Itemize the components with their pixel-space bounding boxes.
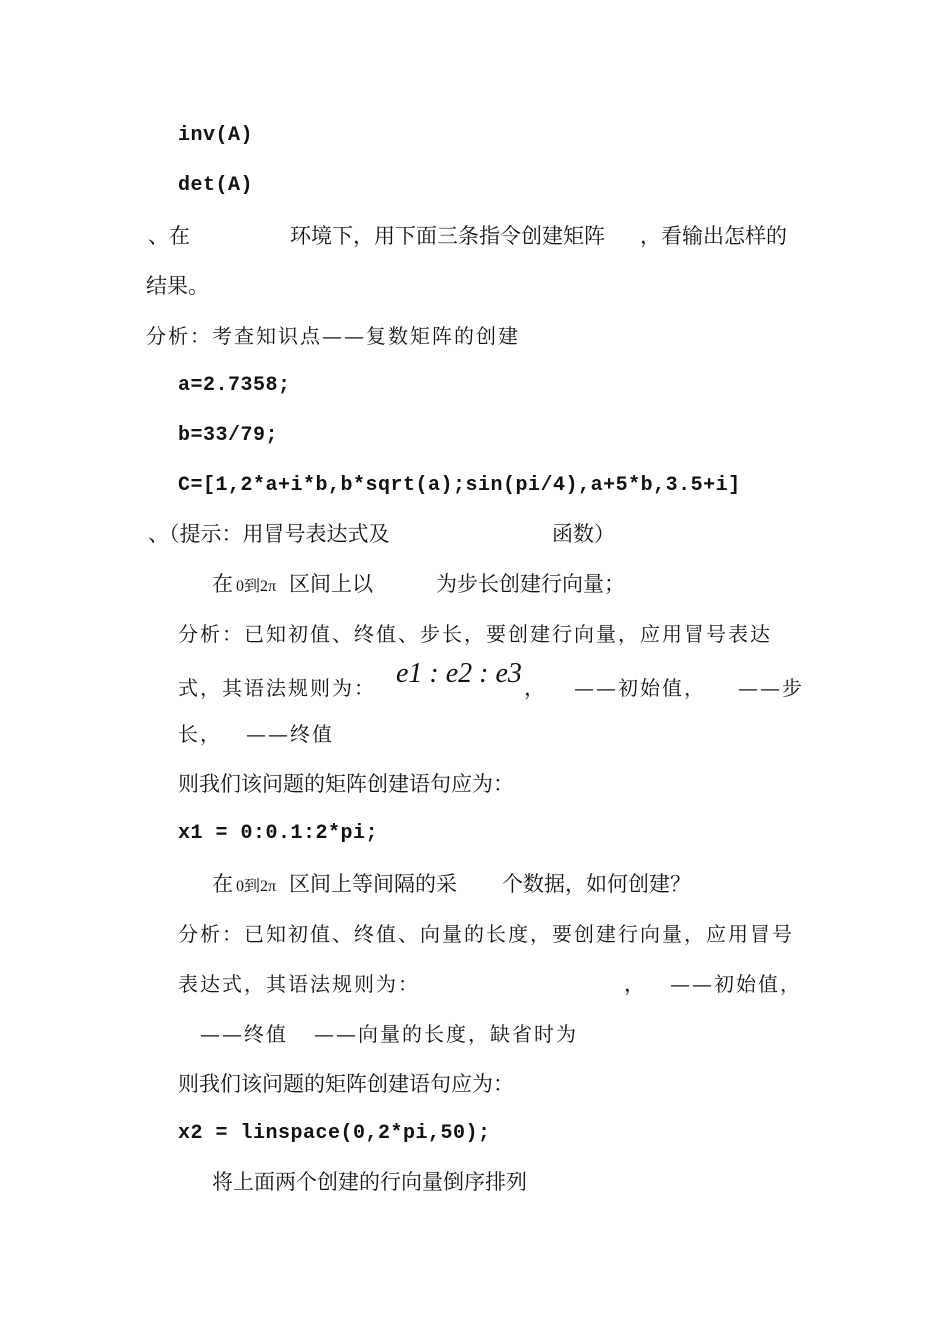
analysis-2-init: ——初始值， <box>574 676 706 700</box>
colon-expression-math: e1 : e2 : e3 <box>396 658 522 689</box>
analysis-2: 分析：已知初值、终值、步长，要创建行向量，应用冒号表达 <box>178 622 772 646</box>
sub-1-c: 区间上以 <box>289 572 373 596</box>
analysis-3-length: ——向量的长度，缺省时为 <box>314 1022 578 1046</box>
question-3-end: ，看输出怎样的 <box>640 224 787 248</box>
analysis-2-end: ——终值 <box>246 722 334 746</box>
code-b: b=33/79; <box>178 424 279 447</box>
sub-2-a: 在 <box>212 872 233 896</box>
code-inv: inv(A) <box>178 124 254 147</box>
sub-1-a: 在 <box>212 572 233 596</box>
question-4-start: 、（提示：用冒号表达式及 <box>148 522 390 546</box>
sub-2-c: 区间上等间隔的采 <box>289 872 457 896</box>
statement-2: 则我们该问题的矩阵创建语句应为： <box>178 1072 514 1096</box>
analysis-2-b: 式，其语法规则为： <box>178 676 376 700</box>
sub-2-d: 个数据，如何创建？ <box>502 872 691 896</box>
code-x2: x2 = linspace(0,2*pi,50); <box>178 1122 491 1145</box>
analysis-3-comma: ， <box>624 972 645 996</box>
question-3-mid: 环境下，用下面三条指令创建矩阵 <box>290 224 605 248</box>
analysis-2-step: ——步 <box>738 676 804 700</box>
analysis-1: 分析：考查知识点——复数矩阵的创建 <box>146 324 520 348</box>
analysis-2-comma: ， <box>524 676 545 700</box>
question-3-start: 、在 <box>148 224 190 248</box>
analysis-2-c: 长， <box>178 722 222 746</box>
statement-1: 则我们该问题的矩阵创建语句应为： <box>178 772 514 796</box>
question-3-tail: 结果。 <box>146 274 209 298</box>
sub-1-d: 为步长创建行向量； <box>436 572 625 596</box>
analysis-3-init: ——初始值， <box>670 972 802 996</box>
code-c: C=[1,2*a+i*b,b*sqrt(a);sin(pi/4),a+5*b,3.5+i] <box>178 474 741 497</box>
sub-3: 将上面两个创建的行向量倒序排列 <box>212 1170 527 1194</box>
question-4-end: 函数） <box>552 522 615 546</box>
code-x1: x1 = 0:0.1:2*pi; <box>178 822 379 845</box>
code-det: det(A) <box>178 174 254 197</box>
analysis-3: 分析：已知初值、终值、向量的长度，要创建行向量，应用冒号 <box>178 922 794 946</box>
code-a: a=2.7358; <box>178 374 291 397</box>
sub-1-range: 0到2π <box>236 578 277 595</box>
sub-2-range: 0到2π <box>236 878 277 895</box>
analysis-3-b: 表达式，其语法规则为： <box>178 972 420 996</box>
analysis-3-end: ——终值 <box>200 1022 288 1046</box>
